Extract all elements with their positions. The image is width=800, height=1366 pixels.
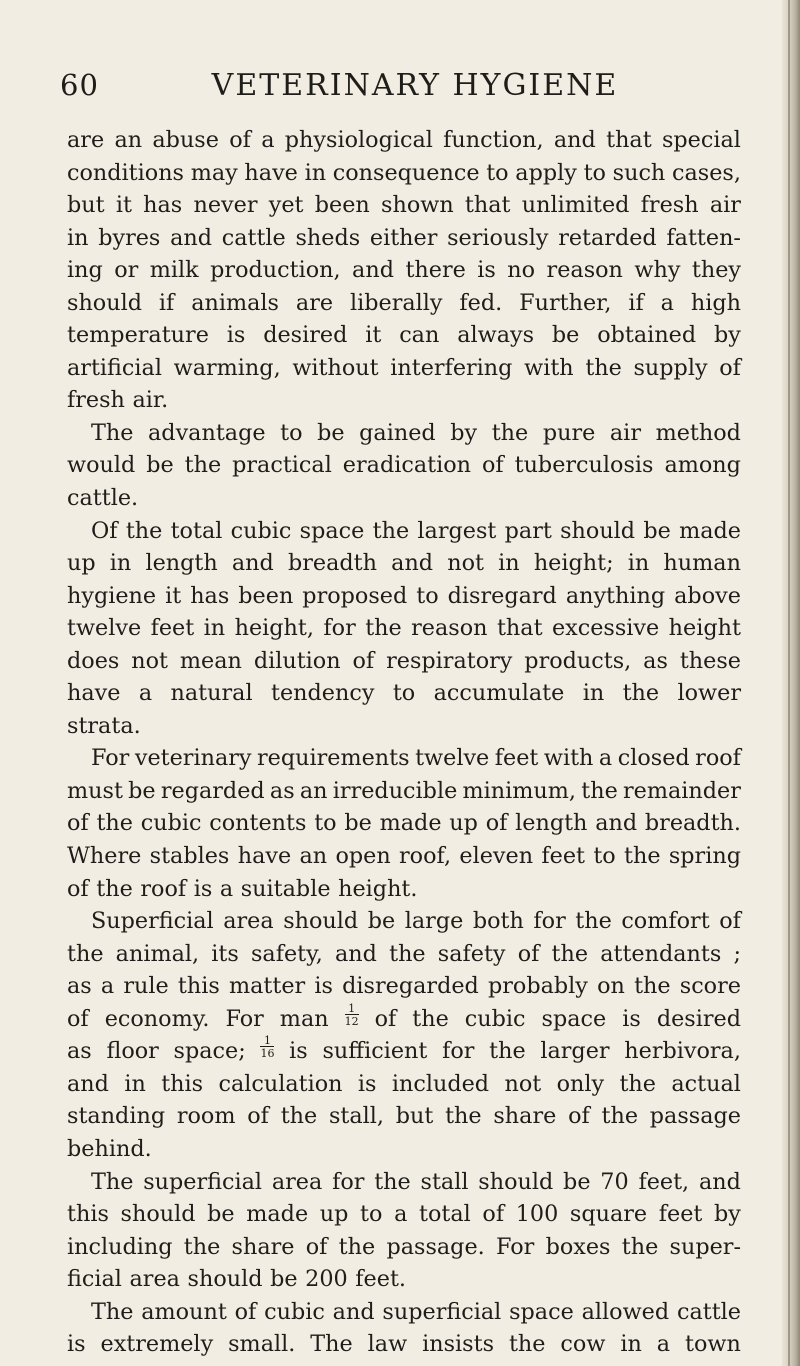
fraction: $\frac{1}{12}$ — [344, 1001, 359, 1028]
text-line: in byres and cattle sheds either seriously retarded fatten- — [67, 224, 741, 251]
text-line: The advantage to be gained by the pure air method — [91, 419, 741, 446]
text-line: The amount of cubic and superficial space allowed cattle — [91, 1298, 741, 1325]
text-line: must be regarded as an irreducible minimum, the remainder — [67, 777, 741, 804]
page-edge-shadow — [782, 0, 800, 1366]
text-line: fresh air. — [67, 387, 169, 414]
text-line: hygiene it has been proposed to disregard anything above — [67, 582, 741, 609]
text-line: including the share of the passage. For boxes the super- — [67, 1233, 741, 1260]
text-line: cattle. — [67, 485, 139, 512]
text-line: and in this calculation is included not only the actual — [67, 1070, 741, 1097]
text-line: does not mean dilution of respiratory products, as these — [67, 647, 741, 674]
text-line: standing room of the stall, but the share of the passage — [67, 1103, 741, 1130]
text-line: as a rule this matter is disregarded probably on the score — [67, 973, 741, 1000]
text-line: the animal, its safety, and the safety of the attendants ; — [67, 940, 741, 967]
text-line: artificial warming, without interfering with the supply of — [67, 354, 741, 381]
text-line: are an abuse of a physiological function, and that special — [67, 127, 741, 153]
page-number: 60 — [60, 68, 99, 102]
text-line: is extremely small. The law insists the cow in a town — [67, 1331, 741, 1358]
text-line: have a natural tendency to accumulate in the lower — [67, 680, 741, 707]
text-line: of the roof is a suitable height. — [67, 875, 418, 902]
text-line: as floor space; $\frac{1}{16}$ is sufficient for the larger herbivora, — [67, 1035, 741, 1068]
running-head: VETERINARY HYGIENE — [211, 68, 619, 103]
text-line: this should be made up to a total of 100 square feet by — [67, 1201, 741, 1228]
text-line: behind. — [67, 1135, 152, 1162]
text-line: Where stables have an open roof, eleven feet to the spring — [67, 843, 741, 870]
text-line: of the cubic contents to be made up of length and breadth. — [67, 810, 741, 837]
text-line: temperature is desired it can always be obtained by — [67, 322, 741, 349]
text-line: The superficial area for the stall should be 70 feet, and — [91, 1168, 741, 1195]
page-header — [60, 68, 740, 108]
text-line: would be the practical eradication of tuberculosis among — [67, 452, 741, 479]
text-line: ing or milk production, and there is no reason why they — [67, 257, 741, 284]
text-line: strata. — [67, 712, 141, 739]
text-line: up in length and breadth and not in height; in human — [67, 550, 741, 577]
text-line: Superficial area should be large both for the comfort of — [91, 908, 741, 935]
text-line: ficial area should be 200 feet. — [67, 1266, 406, 1293]
text-line: For veterinary requirements twelve feet with a closed roof — [91, 745, 741, 772]
text-line: twelve feet in height, for the reason that excessive height — [67, 615, 741, 642]
fraction: $\frac{1}{16}$ — [260, 1034, 275, 1061]
text-line: of economy. For man $\frac{1}{12}$ of the cubic space is desired — [67, 1003, 741, 1036]
text-line: conditions may have in consequence to apply to such cases, — [67, 159, 741, 186]
body-text — [67, 124, 741, 1361]
text-line: Of the total cubic space the largest part should be made — [91, 517, 741, 544]
text-line: but it has never yet been shown that unlimited fresh air — [67, 192, 741, 219]
page-edge-line — [788, 0, 790, 1366]
text-line: should if animals are liberally fed. Further, if a high — [67, 289, 741, 316]
